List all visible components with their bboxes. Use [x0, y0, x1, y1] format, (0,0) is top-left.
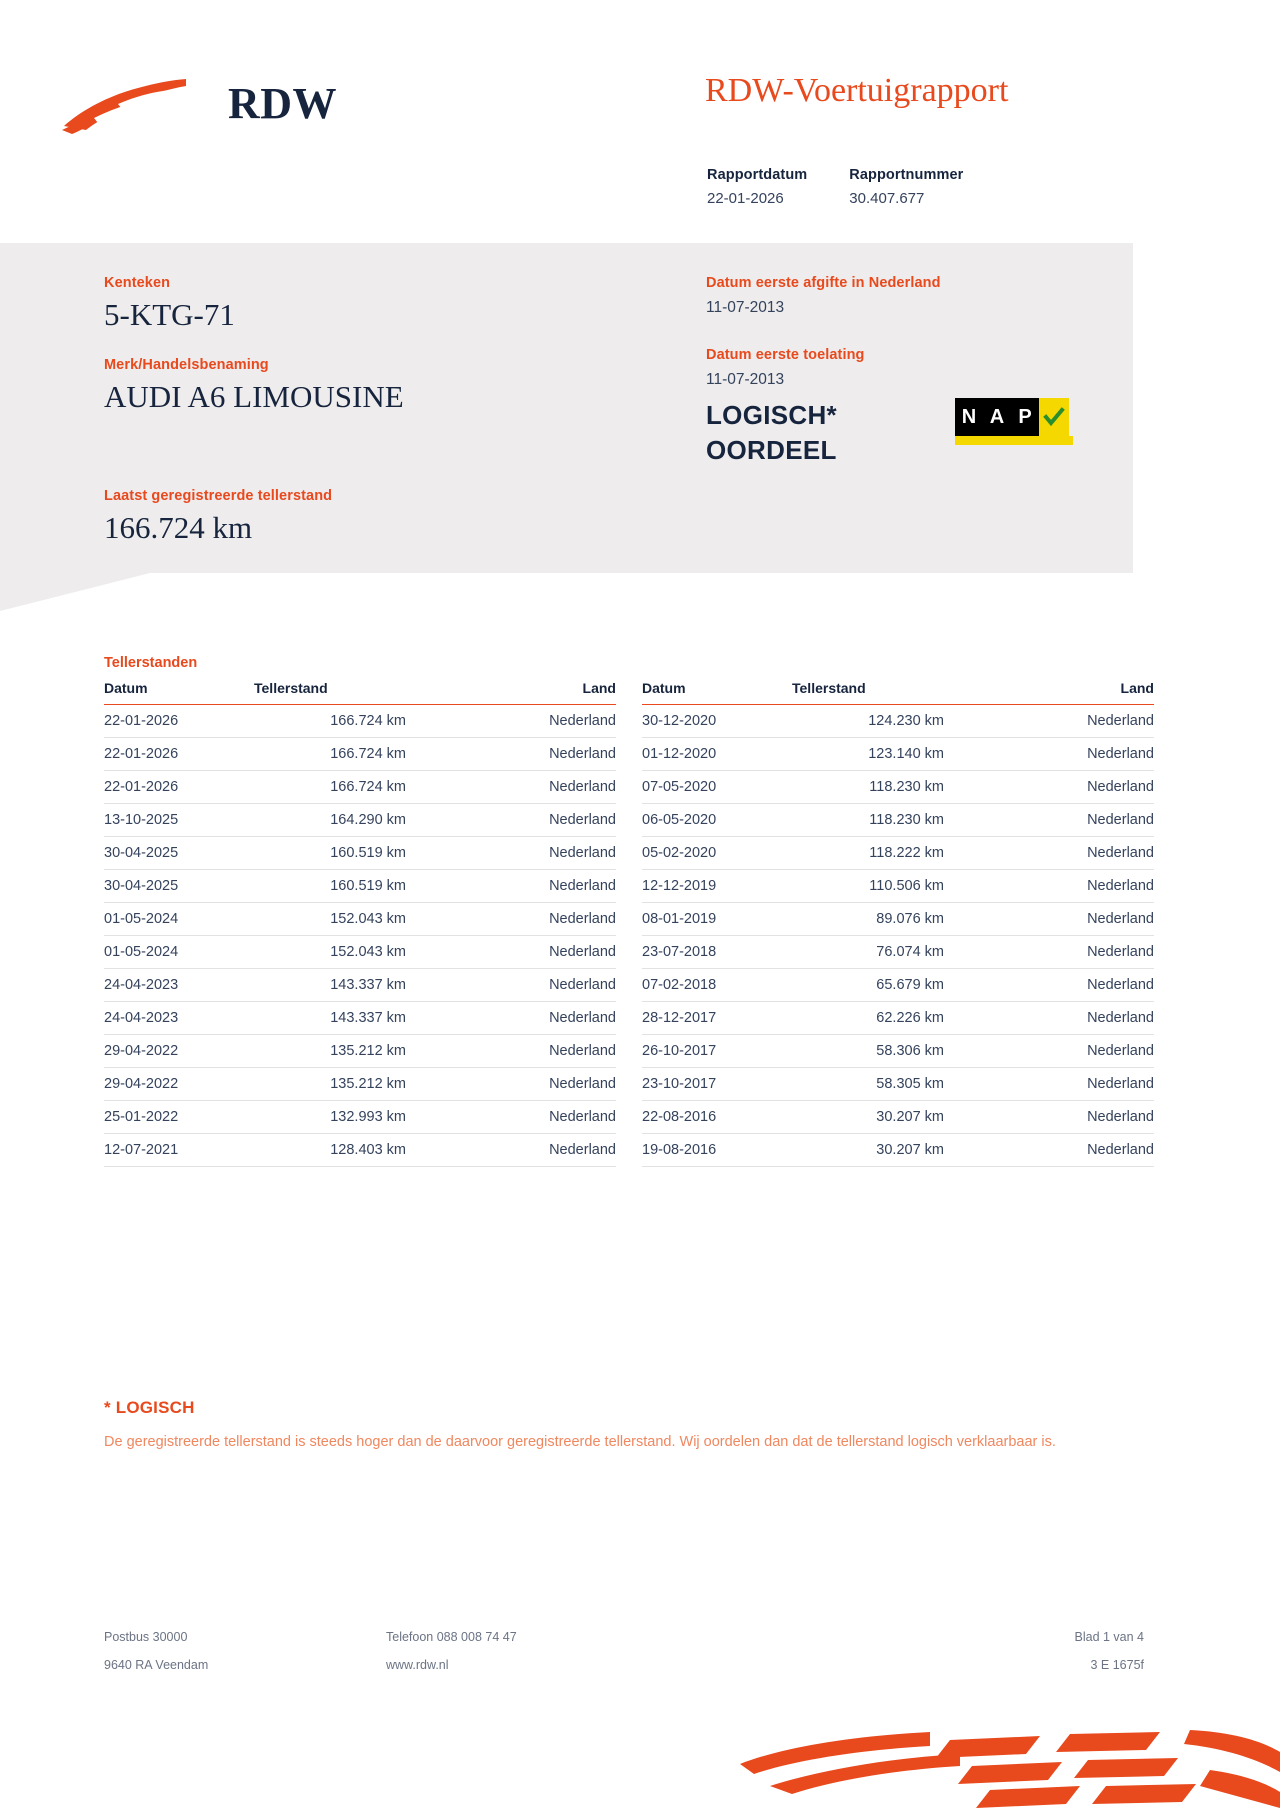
cell-country: Nederland [1012, 738, 1154, 771]
cell-country: Nederland [474, 738, 616, 771]
cell-country: Nederland [1012, 1002, 1154, 1035]
table-header-row [104, 680, 616, 705]
cell-date: 12-12-2019 [642, 870, 792, 903]
cell-odometer: 30.207 km [792, 1101, 1012, 1134]
cell-country: Nederland [1012, 804, 1154, 837]
cell-country: Nederland [474, 903, 616, 936]
cell-country: Nederland [1012, 903, 1154, 936]
latest-odometer-value: 166.724 km [104, 510, 253, 545]
table-row [642, 903, 1154, 936]
cell-odometer: 166.724 km [254, 771, 474, 804]
nap-yellow-bar [955, 436, 1073, 445]
nap-letter-p: P [1011, 398, 1039, 436]
cell-country: Nederland [1012, 1134, 1154, 1167]
cell-country: Nederland [474, 870, 616, 903]
table-row [104, 1068, 616, 1101]
cell-odometer: 152.043 km [254, 903, 474, 936]
odometer-table-left [104, 680, 616, 1167]
cell-country: Nederland [474, 1035, 616, 1068]
footer-page-number: Blad 1 van 4 [1074, 1630, 1144, 1644]
cell-odometer: 123.140 km [792, 738, 1012, 771]
license-plate-value: 5-KTG-71 [104, 297, 235, 332]
odometer-readings-section [104, 655, 1154, 1167]
rdw-swoosh-logo-icon [60, 68, 210, 138]
column-header-date: Datum [104, 680, 254, 705]
table-row [104, 1002, 616, 1035]
first-admission-value: 11-07-2013 [706, 371, 785, 388]
cell-date: 22-08-2016 [642, 1101, 792, 1134]
cell-country: Nederland [1012, 936, 1154, 969]
table-row [642, 1068, 1154, 1101]
column-header-country: Land [474, 680, 616, 705]
cell-odometer: 118.230 km [792, 804, 1012, 837]
cell-odometer: 118.230 km [792, 771, 1012, 804]
cell-country: Nederland [474, 936, 616, 969]
cell-country: Nederland [474, 804, 616, 837]
nap-logo [955, 398, 1073, 436]
verdict-block [706, 398, 837, 468]
cell-odometer: 124.230 km [792, 705, 1012, 738]
cell-date: 24-04-2023 [104, 969, 254, 1002]
table-row [642, 936, 1154, 969]
cell-odometer: 132.993 km [254, 1101, 474, 1134]
cell-date: 12-07-2021 [104, 1134, 254, 1167]
cell-date: 19-08-2016 [642, 1134, 792, 1167]
cell-odometer: 143.337 km [254, 1002, 474, 1035]
cell-date: 25-01-2022 [104, 1101, 254, 1134]
table-row [104, 804, 616, 837]
cell-date: 29-04-2022 [104, 1068, 254, 1101]
odometer-table-right-body [642, 705, 1154, 1167]
cell-date: 22-01-2026 [104, 771, 254, 804]
table-row [104, 1101, 616, 1134]
nap-letter-a: A [983, 398, 1011, 436]
cell-odometer: 89.076 km [792, 903, 1012, 936]
table-row [642, 705, 1154, 738]
verdict-line-2: OORDEEL [706, 435, 837, 466]
brand-value: AUDI A6 LIMOUSINE [104, 379, 404, 414]
cell-date: 07-02-2018 [642, 969, 792, 1002]
cell-country: Nederland [1012, 1035, 1154, 1068]
cell-date: 24-04-2023 [104, 1002, 254, 1035]
table-row [104, 903, 616, 936]
footer-website[interactable]: www.rdw.nl [386, 1658, 449, 1672]
cell-date: 26-10-2017 [642, 1035, 792, 1068]
table-row [642, 1035, 1154, 1068]
report-title: RDW-Voertuigrapport [705, 72, 1009, 109]
column-header-odometer: Tellerstand [254, 680, 474, 705]
table-row [104, 969, 616, 1002]
cell-date: 22-01-2026 [104, 738, 254, 771]
brand-label: Merk/Handelsbenaming [104, 357, 269, 373]
cell-date: 06-05-2020 [642, 804, 792, 837]
table-row [642, 1101, 1154, 1134]
cell-odometer: 135.212 km [254, 1068, 474, 1101]
report-meta [707, 167, 963, 207]
cell-odometer: 65.679 km [792, 969, 1012, 1002]
table-row [642, 969, 1154, 1002]
odometer-readings-title: Tellerstanden [104, 655, 198, 671]
summary-left-column [104, 275, 404, 415]
footer-stripes-decoration-icon [740, 1730, 1280, 1810]
cell-country: Nederland [474, 1134, 616, 1167]
cell-odometer: 76.074 km [792, 936, 1012, 969]
odometer-table-left-body [104, 705, 616, 1167]
cell-odometer: 166.724 km [254, 738, 474, 771]
latest-odometer-label: Laatst geregistreerde tellerstand [104, 488, 333, 504]
cell-country: Nederland [474, 705, 616, 738]
cell-date: 30-12-2020 [642, 705, 792, 738]
vehicle-summary-panel [0, 243, 1133, 573]
cell-date: 30-04-2025 [104, 837, 254, 870]
cell-odometer: 160.519 km [254, 837, 474, 870]
cell-odometer: 58.305 km [792, 1068, 1012, 1101]
cell-date: 01-12-2020 [642, 738, 792, 771]
cell-date: 30-04-2025 [104, 870, 254, 903]
report-date-value: 22-01-2026 [707, 190, 784, 207]
cell-country: Nederland [474, 1068, 616, 1101]
verdict-line-1: LOGISCH* [706, 400, 837, 430]
cell-country: Nederland [474, 1101, 616, 1134]
table-row [642, 804, 1154, 837]
cell-date: 23-10-2017 [642, 1068, 792, 1101]
footer-phone: Telefoon 088 008 74 47 [386, 1630, 517, 1644]
first-admission-label: Datum eerste toelating [706, 347, 865, 363]
table-row [104, 936, 616, 969]
rdw-logo [60, 68, 337, 138]
table-row [104, 771, 616, 804]
cell-country: Nederland [474, 1002, 616, 1035]
cell-date: 07-05-2020 [642, 771, 792, 804]
cell-odometer: 62.226 km [792, 1002, 1012, 1035]
nap-letter-n: N [955, 398, 983, 436]
column-header-odometer: Tellerstand [792, 680, 1012, 705]
table-header-row [642, 680, 1154, 705]
odometer-table-right [642, 680, 1154, 1167]
footer-document-code: 3 E 1675f [1090, 1658, 1144, 1672]
cell-odometer: 30.207 km [792, 1134, 1012, 1167]
summary-right-column [706, 275, 941, 389]
cell-date: 05-02-2020 [642, 837, 792, 870]
cell-odometer: 58.306 km [792, 1035, 1012, 1068]
report-date-block [707, 167, 807, 207]
cell-country: Nederland [1012, 1068, 1154, 1101]
cell-date: 29-04-2022 [104, 1035, 254, 1068]
first-nl-registration-label: Datum eerste afgifte in Nederland [706, 275, 941, 291]
table-row [642, 870, 1154, 903]
cell-odometer: 160.519 km [254, 870, 474, 903]
table-row [104, 837, 616, 870]
cell-country: Nederland [1012, 771, 1154, 804]
table-row [104, 705, 616, 738]
cell-odometer: 110.506 km [792, 870, 1012, 903]
cell-odometer: 135.212 km [254, 1035, 474, 1068]
table-row [104, 1134, 616, 1167]
footnote-body: De geregistreerde tellerstand is steeds hoger dan de daarvoor geregistreerde tellerstand. Wij oordelen dan dat de tellerstand logisch verklaarbaar is. [104, 1434, 1056, 1450]
cell-date: 23-07-2018 [642, 936, 792, 969]
cell-odometer: 152.043 km [254, 936, 474, 969]
first-nl-registration-value: 11-07-2013 [706, 299, 785, 316]
cell-date: 01-05-2024 [104, 936, 254, 969]
cell-odometer: 128.403 km [254, 1134, 474, 1167]
document-header [0, 40, 1280, 207]
table-row [642, 1002, 1154, 1035]
cell-date: 22-01-2026 [104, 705, 254, 738]
cell-odometer: 166.724 km [254, 705, 474, 738]
report-date-label: Rapportdatum [707, 167, 808, 183]
footer-address-line-1: Postbus 30000 [104, 1630, 188, 1644]
table-row [104, 738, 616, 771]
cell-date: 01-05-2024 [104, 903, 254, 936]
cell-date: 08-01-2019 [642, 903, 792, 936]
nap-check-icon [1039, 398, 1069, 436]
cell-country: Nederland [1012, 1101, 1154, 1134]
cell-country: Nederland [474, 837, 616, 870]
license-plate-label: Kenteken [104, 275, 171, 291]
footer-address-line-2: 9640 RA Veendam [104, 1658, 209, 1672]
cell-date: 28-12-2017 [642, 1002, 792, 1035]
column-header-date: Datum [642, 680, 792, 705]
cell-country: Nederland [1012, 969, 1154, 1002]
rdw-logo-text: RDW [228, 78, 338, 128]
report-number-block [849, 167, 963, 207]
table-row [642, 738, 1154, 771]
cell-country: Nederland [1012, 705, 1154, 738]
table-row [104, 1035, 616, 1068]
cell-country: Nederland [1012, 837, 1154, 870]
cell-country: Nederland [474, 969, 616, 1002]
table-row [104, 870, 616, 903]
report-number-label: Rapportnummer [849, 167, 964, 183]
table-row [642, 837, 1154, 870]
footnote-section [104, 1398, 1104, 1455]
cell-odometer: 164.290 km [254, 804, 474, 837]
table-row [642, 1134, 1154, 1167]
cell-country: Nederland [474, 771, 616, 804]
footnote-title: * LOGISCH [104, 1398, 195, 1417]
cell-date: 13-10-2025 [104, 804, 254, 837]
cell-odometer: 118.222 km [792, 837, 1012, 870]
document-footer [104, 1630, 1144, 1686]
report-number-value: 30.407.677 [849, 190, 925, 207]
cell-odometer: 143.337 km [254, 969, 474, 1002]
latest-odometer-block [104, 488, 332, 546]
column-header-country: Land [1012, 680, 1154, 705]
panel-corner-notch [0, 573, 150, 611]
cell-country: Nederland [1012, 870, 1154, 903]
table-row [642, 771, 1154, 804]
